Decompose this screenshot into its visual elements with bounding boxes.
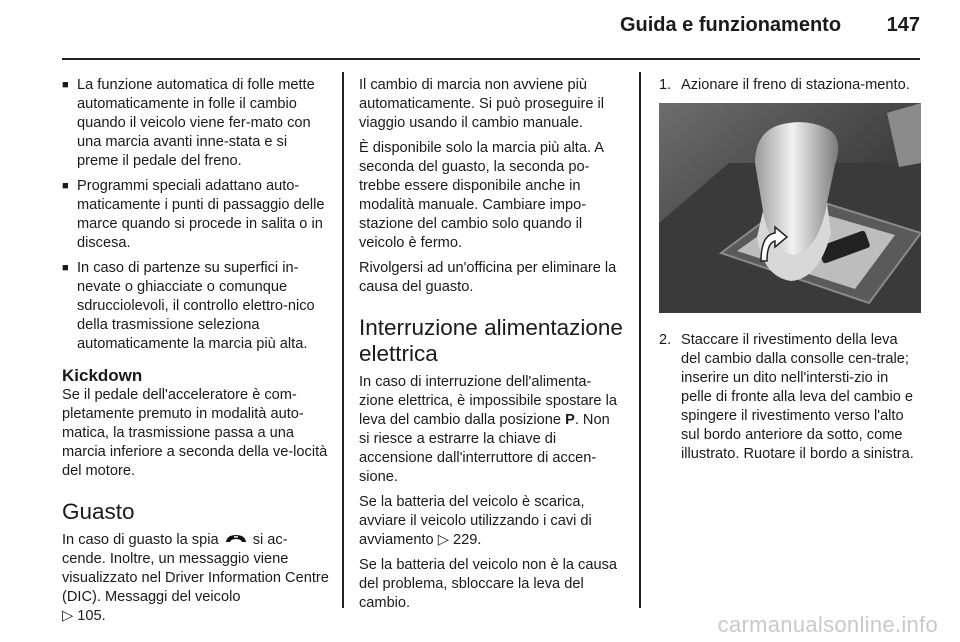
transmission-warning-icon: [225, 533, 247, 545]
kickdown-text: Se il pedale dell'acceleratore è com-pletamente premuto in modalità auto-matica, la trasmissione passa a una marcia inferiore a seconda della ve-locità del motore.: [62, 387, 328, 479]
gear-lever-illustration: [659, 103, 921, 313]
reference-arrow-icon: ▷: [62, 608, 74, 624]
paragraph: Rivolgersi ad un'officina per eliminare la causa del guasto.: [359, 260, 617, 295]
guasto-heading: Guasto: [62, 499, 135, 524]
guasto-page-ref: 105.: [77, 608, 106, 624]
step-text: Staccare il rivestimento della leva del cambio dalla consolle cen-trale; inserire un dito nell'intersti-zio in pelle di fronte alla leva del cambio e spingere il rivestimento verso l'alto sul bordo anteriore da sotto, come illustrato. Ruotare il bordo a sinistra.: [681, 332, 914, 462]
header-title: Guida e funzionamento: [619, 14, 842, 36]
page-number: 147: [886, 14, 920, 36]
column-divider: [342, 72, 344, 608]
guasto-text-before: In caso di guasto la spia: [62, 532, 219, 548]
paragraph: Il cambio di marcia non avviene più automaticamente. Si può proseguire il viaggio usando il cambio manuale.: [359, 77, 604, 131]
step-number: 2.: [659, 332, 672, 348]
steps-list: [659, 331, 921, 464]
p4-before: In caso di interruzione dell'alimenta-zione elettrica, è impossibile spostare la leva del cambio dalla posizione: [359, 374, 617, 428]
step-item: [659, 76, 921, 95]
column-2: [359, 76, 623, 619]
list-item: ■ In caso di partenze su superfici in-nevate o ghiacciate o comunque sdrucciolevoli, il controllo elettro-nico della trasmissione seleziona automaticamente la marcia più alta.: [62, 259, 330, 354]
column-1: [62, 76, 330, 632]
p5-page-ref: 229.: [453, 532, 482, 548]
p4-after: . Non si riesce a estrarre la chiave di accensione dall'interruttore di accen-sione.: [359, 412, 610, 485]
column-divider: [639, 72, 641, 608]
paragraph: [359, 493, 623, 550]
column-3: [659, 76, 921, 470]
page-header: [620, 14, 920, 37]
power-interruption-heading: Interruzione alimentazione elettrica: [359, 315, 623, 366]
kickdown-heading: Kickdown: [62, 366, 143, 385]
steps-list: [659, 76, 921, 95]
paragraph: [359, 373, 623, 487]
list-item: ■ La funzione automatica di folle mette automaticamente in folle il cambio quando il veicolo viene fer-mato con una marcia avanti inne-stata e si preme il pedale del freno.: [62, 76, 330, 171]
paragraph: È disponibile solo la marcia più alta. A seconda del guasto, la seconda po-trebbe essere disponibile anche in modalità manuale. Cambiare impo-stazione del cambio solo quando il veicolo è fermo.: [359, 140, 604, 251]
paragraph: Se la batteria del veicolo non è la causa del problema, sbloccare la leva del cambio.: [359, 557, 617, 611]
guasto-text-after: si ac-cende. Inoltre, un messaggio viene visualizzato nel Driver Information Centre (DIC). Messaggi del veicolo: [62, 532, 329, 605]
watermark[interactable]: carmanualsonline.info: [717, 612, 938, 637]
p5-before: Se la batteria del veicolo è scarica, avviare il veicolo utilizzando i cavi di avviamento: [359, 494, 592, 548]
step-number: 1.: [659, 77, 672, 93]
gear-lever-photo: [659, 103, 921, 313]
guasto-text: [62, 531, 330, 626]
step-item: [659, 331, 921, 464]
header-rule: [62, 58, 920, 60]
list-item: ■ Programmi speciali adattano auto-maticamente i punti di passaggio delle marce quando si procede in salita o in discesa.: [62, 177, 330, 253]
position-p: P: [565, 412, 575, 428]
reference-arrow-icon: ▷: [437, 532, 449, 548]
feature-list: [62, 76, 330, 354]
step-text: Azionare il freno di staziona-mento.: [681, 77, 910, 93]
